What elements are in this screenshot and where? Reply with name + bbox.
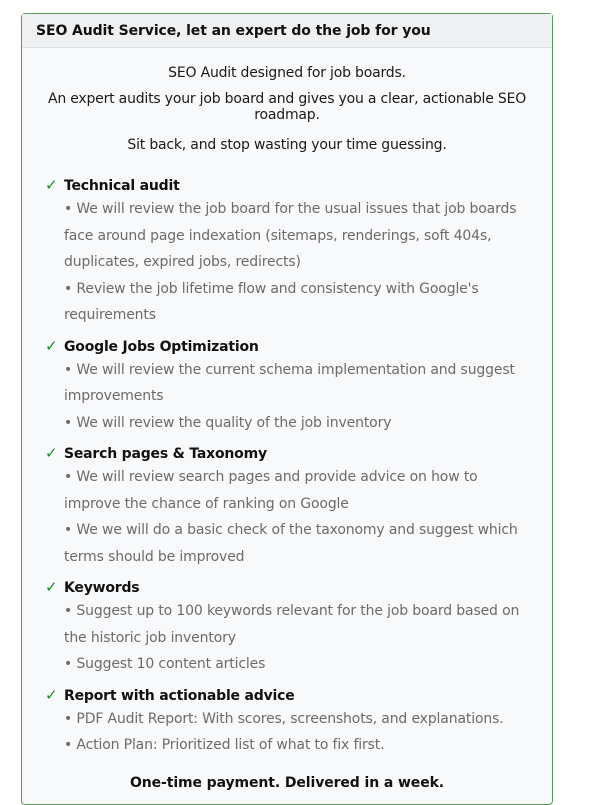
feature-search-pages-taxonomy — [45, 442, 538, 570]
feature-title: Technical audit — [64, 178, 180, 194]
intro-line-2: An expert audits your job board and gives you a clear, actionable SEO roadmap. — [47, 91, 527, 123]
feature-bullet: • Suggest 10 content articles — [64, 656, 266, 672]
feature-title: Report with actionable advice — [64, 687, 295, 704]
feature-keywords — [45, 576, 538, 678]
card-title: SEO Audit Service, let an expert do the job for you — [36, 22, 431, 39]
check-icon: ✓ — [45, 578, 58, 596]
intro — [36, 48, 538, 153]
feature-bullet: • We we will do a basic check of the taxonomy and suggest which terms should be improved — [64, 522, 518, 565]
feature-technical-audit — [45, 174, 538, 329]
feature-bullet: • Suggest up to 100 keywords relevant for the job board based on the historic job inventory — [64, 603, 520, 646]
feature-bullet: • We will review the current schema implementation and suggest improvements — [64, 361, 515, 404]
check-icon: ✓ — [45, 685, 58, 704]
card-header — [22, 14, 552, 48]
feature-title: Google Jobs Optimization — [64, 338, 259, 355]
feature-bullet: • We will review the quality of the job inventory — [64, 414, 392, 431]
feature-bullet: • We will review search pages and provide advice on how to improve the chance of ranking on Google — [64, 469, 478, 512]
check-icon: ✓ — [45, 176, 58, 194]
feature-list — [36, 174, 538, 759]
intro-line-1: SEO Audit designed for job boards. — [168, 65, 406, 81]
check-icon: ✓ — [45, 336, 58, 355]
feature-title: Keywords — [64, 580, 140, 596]
feature-google-jobs-optimization — [45, 335, 538, 437]
feature-title: Search pages & Taxonomy — [64, 446, 267, 462]
feature-bullet: • Action Plan: Prioritized list of what to fix first. — [64, 737, 385, 753]
feature-report — [45, 684, 538, 759]
feature-bullet: • We will review the job board for the usual issues that job boards face around page indexation (sitemaps, renderings, soft 404s, duplicates, expired jobs, redirects) — [64, 201, 517, 270]
card-body — [22, 48, 552, 791]
check-icon: ✓ — [45, 444, 58, 462]
pricing-note: One-time payment. Delivered in a week. — [129, 774, 445, 791]
seo-audit-card — [21, 13, 553, 805]
intro-line-3: Sit back, and stop wasting your time guessing. — [127, 137, 447, 153]
feature-bullet: • PDF Audit Report: With scores, screenshots, and explanations. — [64, 710, 504, 727]
feature-bullet: • Review the job lifetime flow and consistency with Google's requirements — [64, 280, 479, 323]
